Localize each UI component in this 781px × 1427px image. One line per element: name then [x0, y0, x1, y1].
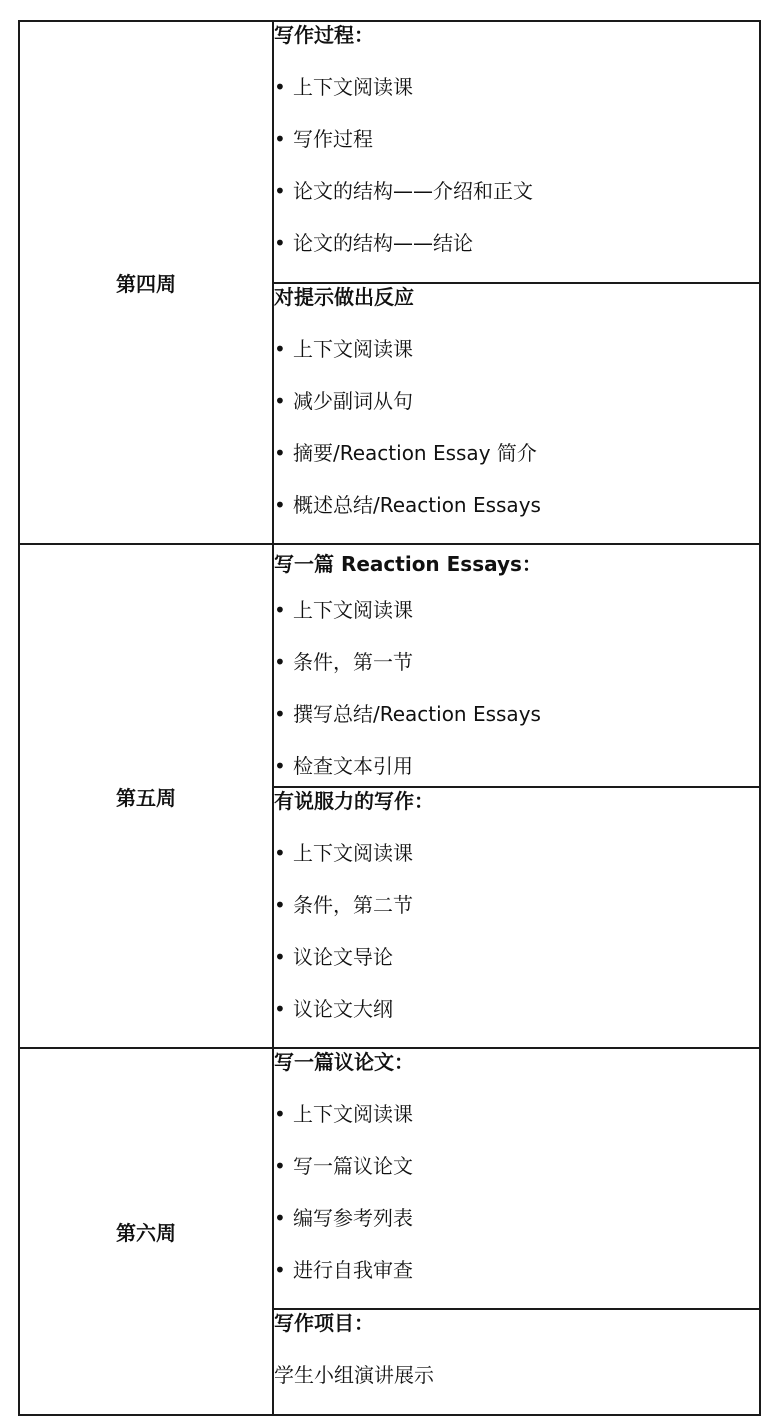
- item-list: [274, 336, 759, 518]
- list-item-text: 论文的结构——结论: [293, 231, 473, 255]
- bullet-icon: •: [274, 75, 286, 99]
- content-block: [273, 283, 760, 544]
- bullet-icon: •: [274, 650, 286, 674]
- item-list: [274, 74, 759, 256]
- list-item-text: 写一篇议论文: [293, 1154, 413, 1178]
- list-item: [274, 944, 759, 970]
- list-item-text: 条件，第二节: [293, 893, 413, 917]
- list-item-text: 概述总结/Reaction Essays: [293, 493, 541, 517]
- block-title: 对提示做出反应: [274, 285, 414, 309]
- list-item-text: 上下文阅读课: [293, 75, 413, 99]
- item-list: [274, 1101, 759, 1283]
- list-item: [274, 597, 759, 623]
- list-item-text: 议论文大纲: [293, 997, 393, 1021]
- bullet-icon: •: [274, 389, 286, 413]
- list-item-text: 上下文阅读课: [293, 337, 413, 361]
- list-item: [274, 892, 759, 918]
- list-item: [274, 178, 759, 204]
- bullet-icon: •: [274, 997, 286, 1021]
- list-item-text: 上下文阅读课: [293, 1102, 413, 1126]
- week-5-row-1: [19, 544, 760, 787]
- course-schedule-table: [18, 20, 761, 1416]
- bullet-icon: •: [274, 1154, 286, 1178]
- bullet-icon: •: [274, 1206, 286, 1230]
- list-item: [274, 840, 759, 866]
- bullet-icon: •: [274, 893, 286, 917]
- list-item-text: 上下文阅读课: [293, 598, 413, 622]
- block-title: 写作项目：: [274, 1311, 374, 1335]
- week-label: 第六周: [19, 1048, 273, 1415]
- bullet-icon: •: [274, 1102, 286, 1126]
- list-item-text: 检查文本引用: [293, 754, 413, 778]
- project-description: 学生小组演讲展示: [274, 1363, 434, 1387]
- bullet-icon: •: [274, 702, 286, 726]
- list-item: [274, 1101, 759, 1127]
- list-item: [274, 74, 759, 100]
- list-item: [274, 649, 759, 675]
- week-4-row-1: [19, 21, 760, 283]
- list-item: [274, 440, 759, 466]
- block-title: 写一篇 Reaction Essays：: [274, 552, 542, 576]
- bullet-icon: •: [274, 441, 286, 465]
- content-block: [273, 1048, 760, 1309]
- list-item-text: 减少副词从句: [293, 389, 413, 413]
- list-item: [274, 701, 759, 727]
- bullet-icon: •: [274, 841, 286, 865]
- bullet-icon: •: [274, 1258, 286, 1282]
- item-list: [274, 597, 759, 779]
- bullet-icon: •: [274, 754, 286, 778]
- list-item: [274, 126, 759, 152]
- bullet-icon: •: [274, 231, 286, 255]
- list-item: [274, 336, 759, 362]
- block-title: 有说服力的写作：: [274, 789, 434, 813]
- list-item: [274, 1257, 759, 1283]
- week-label: 第四周: [19, 21, 273, 544]
- list-item: [274, 1205, 759, 1231]
- content-block: [273, 21, 760, 283]
- list-item-text: 上下文阅读课: [293, 841, 413, 865]
- block-title: 写一篇议论文：: [274, 1050, 414, 1074]
- list-item-text: 摘要/Reaction Essay 简介: [293, 441, 537, 465]
- bullet-icon: •: [274, 127, 286, 151]
- bullet-icon: •: [274, 337, 286, 361]
- bullet-icon: •: [274, 945, 286, 969]
- week-6-row-1: [19, 1048, 760, 1309]
- list-item-text: 条件，第一节: [293, 650, 413, 674]
- bullet-icon: •: [274, 179, 286, 203]
- item-list: [274, 840, 759, 1022]
- list-item-text: 撰写总结/Reaction Essays: [293, 702, 541, 726]
- week-label: 第五周: [19, 544, 273, 1048]
- list-item: [274, 492, 759, 518]
- content-block: [273, 1309, 760, 1415]
- list-item-text: 编写参考列表: [293, 1206, 413, 1230]
- list-item-text: 进行自我审查: [293, 1258, 413, 1282]
- content-block: [273, 544, 760, 787]
- list-item: [274, 996, 759, 1022]
- bullet-icon: •: [274, 598, 286, 622]
- block-title: 写作过程：: [274, 23, 374, 47]
- list-item: [274, 388, 759, 414]
- list-item: [274, 1153, 759, 1179]
- list-item: [274, 230, 759, 256]
- content-block: [273, 787, 760, 1048]
- bullet-icon: •: [274, 493, 286, 517]
- list-item: [274, 753, 759, 779]
- list-item-text: 论文的结构——介绍和正文: [293, 179, 533, 203]
- list-item-text: 写作过程: [293, 127, 373, 151]
- list-item-text: 议论文导论: [293, 945, 393, 969]
